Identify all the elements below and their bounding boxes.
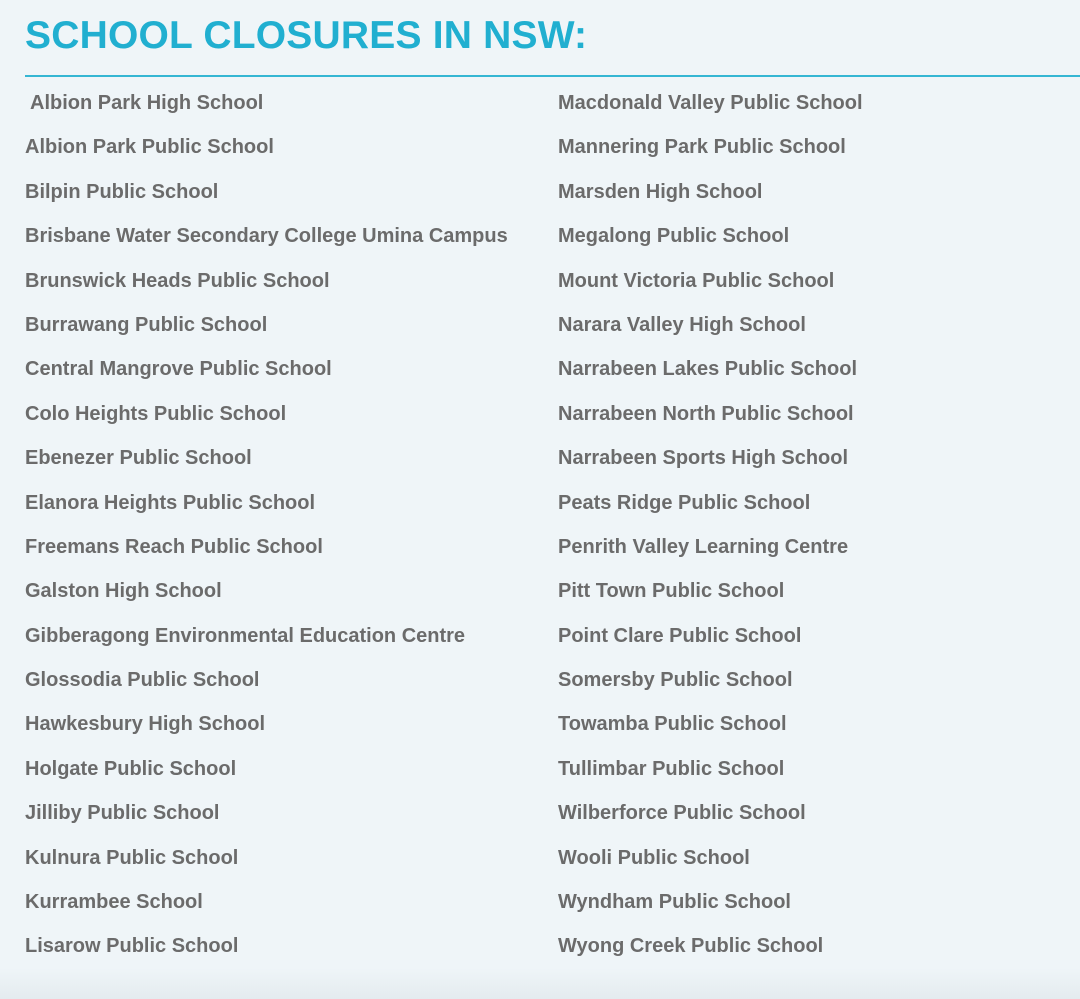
list-item: Glossodia Public School [25,669,260,692]
list-item: Mannering Park Public School [558,136,846,159]
list-item: Marsden High School [558,180,763,203]
list-item: Narrabeen Sports High School [558,447,849,470]
list-item: Burrawang Public School [25,313,268,336]
list-item: Hawkesbury High School [25,713,266,736]
list-item: Colo Heights Public School [25,402,287,425]
list-item: Bilpin Public School [25,180,219,203]
list-item: Narrabeen Lakes Public School [558,358,857,381]
list-item: Albion Park Public School [25,136,274,159]
list-item: Kulnura Public School [25,846,239,869]
list-item: Tullimbar Public School [558,757,785,780]
list-item: Elanora Heights Public School [25,491,316,514]
school-list-left [25,80,508,968]
list-item: Point Clare Public School [558,624,802,647]
school-list-right [558,80,863,968]
list-item: Wilberforce Public School [558,802,806,825]
list-item: Brunswick Heads Public School [25,269,330,292]
list-item: Kurrambee School [25,891,203,914]
list-item: Towamba Public School [558,713,787,736]
list-item: Megalong Public School [558,225,790,248]
list-item: Wyndham Public School [558,891,791,914]
heading-divider [25,75,1080,77]
list-item: Central Mangrove Public School [25,358,332,381]
list-item: Peats Ridge Public School [558,491,811,514]
list-item: Gibberagong Environmental Education Centre [25,624,466,647]
list-item: Brisbane Water Secondary College Umina Campus [25,225,508,248]
list-item: Galston High School [25,580,222,603]
list-item: Narrabeen North Public School [558,402,854,425]
list-item: Wooli Public School [558,846,750,869]
list-item: Narara Valley High School [558,313,806,336]
list-item: Freemans Reach Public School [25,535,323,558]
list-item: Holgate Public School [25,757,237,780]
list-item: Pitt Town Public School [558,580,785,603]
list-item: Macdonald Valley Public School [558,92,863,114]
list-item: Jilliby Public School [25,802,220,825]
list-item: Wyong Creek Public School [558,935,824,958]
list-item: Ebenezer Public School [25,447,252,470]
list-item: Albion Park High School [30,92,264,114]
list-item: Lisarow Public School [25,935,239,958]
page-title: SCHOOL CLOSURES IN NSW: [25,14,588,57]
list-item: Mount Victoria Public School [558,269,835,292]
list-item: Somersby Public School [558,669,793,692]
bottom-shade [0,968,1080,999]
list-item: Penrith Valley Learning Centre [558,535,849,558]
